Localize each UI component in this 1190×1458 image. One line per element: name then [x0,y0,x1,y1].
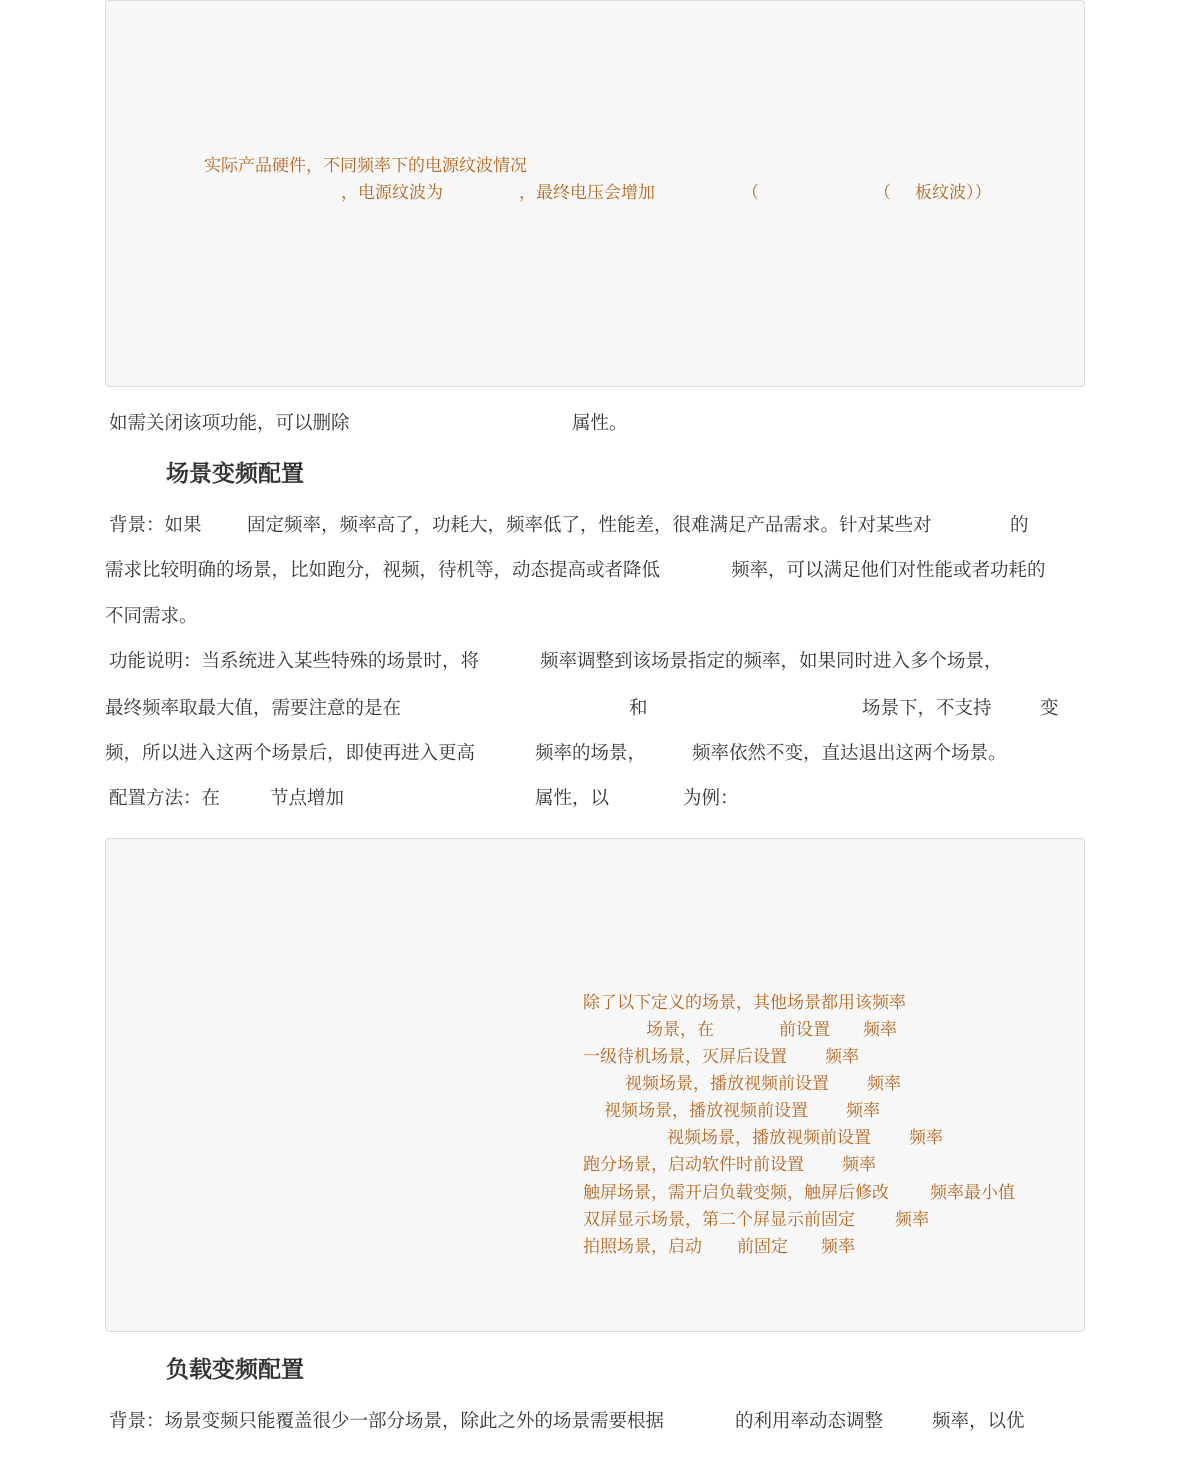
code-comment: 频率 [825,1047,859,1067]
paragraph-text: 配置方法：在 [109,788,221,809]
paragraph-text: 的利用率动态调整 [735,1411,884,1432]
code-comment: 前设置 [779,1020,830,1040]
code-block-scene-freq [105,838,1085,1332]
section-heading-scene: 场景变频配置 [166,460,304,487]
paragraph-text: 频率调整到该场景指定的频率，如果同时进入多个场景， [540,651,1003,672]
code-comment: 频率 [863,1020,897,1040]
code-comment: 跑分场景，启动软件时前设置 [583,1155,804,1175]
code-comment: 视频场景，播放视频前设置 [667,1128,871,1148]
code-comment: 实际产品硬件，不同频率下的电源纹波情况 [204,156,527,176]
disable-note: 如需关闭该项功能，可以删除 [109,413,350,434]
code-comment: 频率最小值 [930,1183,1015,1203]
code-comment: ，最终电压会增加 [519,183,655,203]
code-comment: 频率 [846,1101,880,1121]
paragraph-text: 和 [629,698,648,719]
paragraph-text: 变 [1040,698,1059,719]
code-comment: 触屏场景，需开启负载变频，触屏后修改 [583,1183,889,1203]
code-comment: 双屏显示场景，第二个屏显示前固定 [583,1210,855,1230]
code-comment: 场景，在 [646,1020,714,1040]
paragraph-text: 频率依然不变，直达退出这两个场景。 [692,743,1007,764]
paragraph-text: 场景下，不支持 [862,698,992,719]
paragraph-text: 最终频率取最大值，需要注意的是在 [105,698,402,719]
paragraph-text: 固定频率，频率高了，功耗大，频率低了，性能差，很难满足产品需求。针对某些对 [247,515,932,536]
code-comment: 频率 [867,1074,901,1094]
paragraph-text: 频，所以进入这两个场景后，即使再进入更高 [105,743,476,764]
paragraph-text: 的 [1010,515,1029,536]
code-comment: 频率 [895,1210,929,1230]
paragraph-text: 功能说明：当系统进入某些特殊的场景时，将 [109,651,480,672]
code-comment: 一级待机场景，灭屏后设置 [583,1047,787,1067]
code-comment: ，电源纹波为 [341,183,443,203]
paragraph-text: 节点增加 [270,788,345,809]
code-comment: （ [874,183,891,203]
code-block-power-ripple [105,0,1085,387]
paragraph-text: 频率，可以满足他们对性能或者功耗的 [731,560,1046,581]
paragraph-text: 需求比较明确的场景，比如跑分，视频，待机等，动态提高或者降低 [105,560,661,581]
code-comment: 前固定 [737,1237,788,1257]
section-heading-load: 负载变频配置 [166,1356,304,1383]
code-comment: 板纹波）） [915,183,992,203]
paragraph-text: 频率，以优 [932,1411,1025,1432]
code-comment: 除了以下定义的场景，其他场景都用该频率 [583,993,906,1013]
paragraph-text: 为例： [683,788,739,809]
code-comment: 频率 [842,1155,876,1175]
disable-note: 属性。 [572,413,628,434]
paragraph-text: 频率的场景， [535,743,647,764]
paragraph-text: 背景：场景变频只能覆盖很少一部分场景，除此之外的场景需要根据 [109,1411,665,1432]
code-comment: （ [742,183,759,203]
code-comment: 视频场景，播放视频前设置 [604,1101,808,1121]
code-comment: 频率 [909,1128,943,1148]
paragraph-text: 不同需求。 [105,606,198,627]
paragraph-text: 属性，以 [535,788,610,809]
code-comment: 频率 [821,1237,855,1257]
paragraph-text: 背景：如果 [109,515,202,536]
code-comment: 拍照场景，启动 [583,1237,702,1257]
code-comment: 视频场景，播放视频前设置 [625,1074,829,1094]
